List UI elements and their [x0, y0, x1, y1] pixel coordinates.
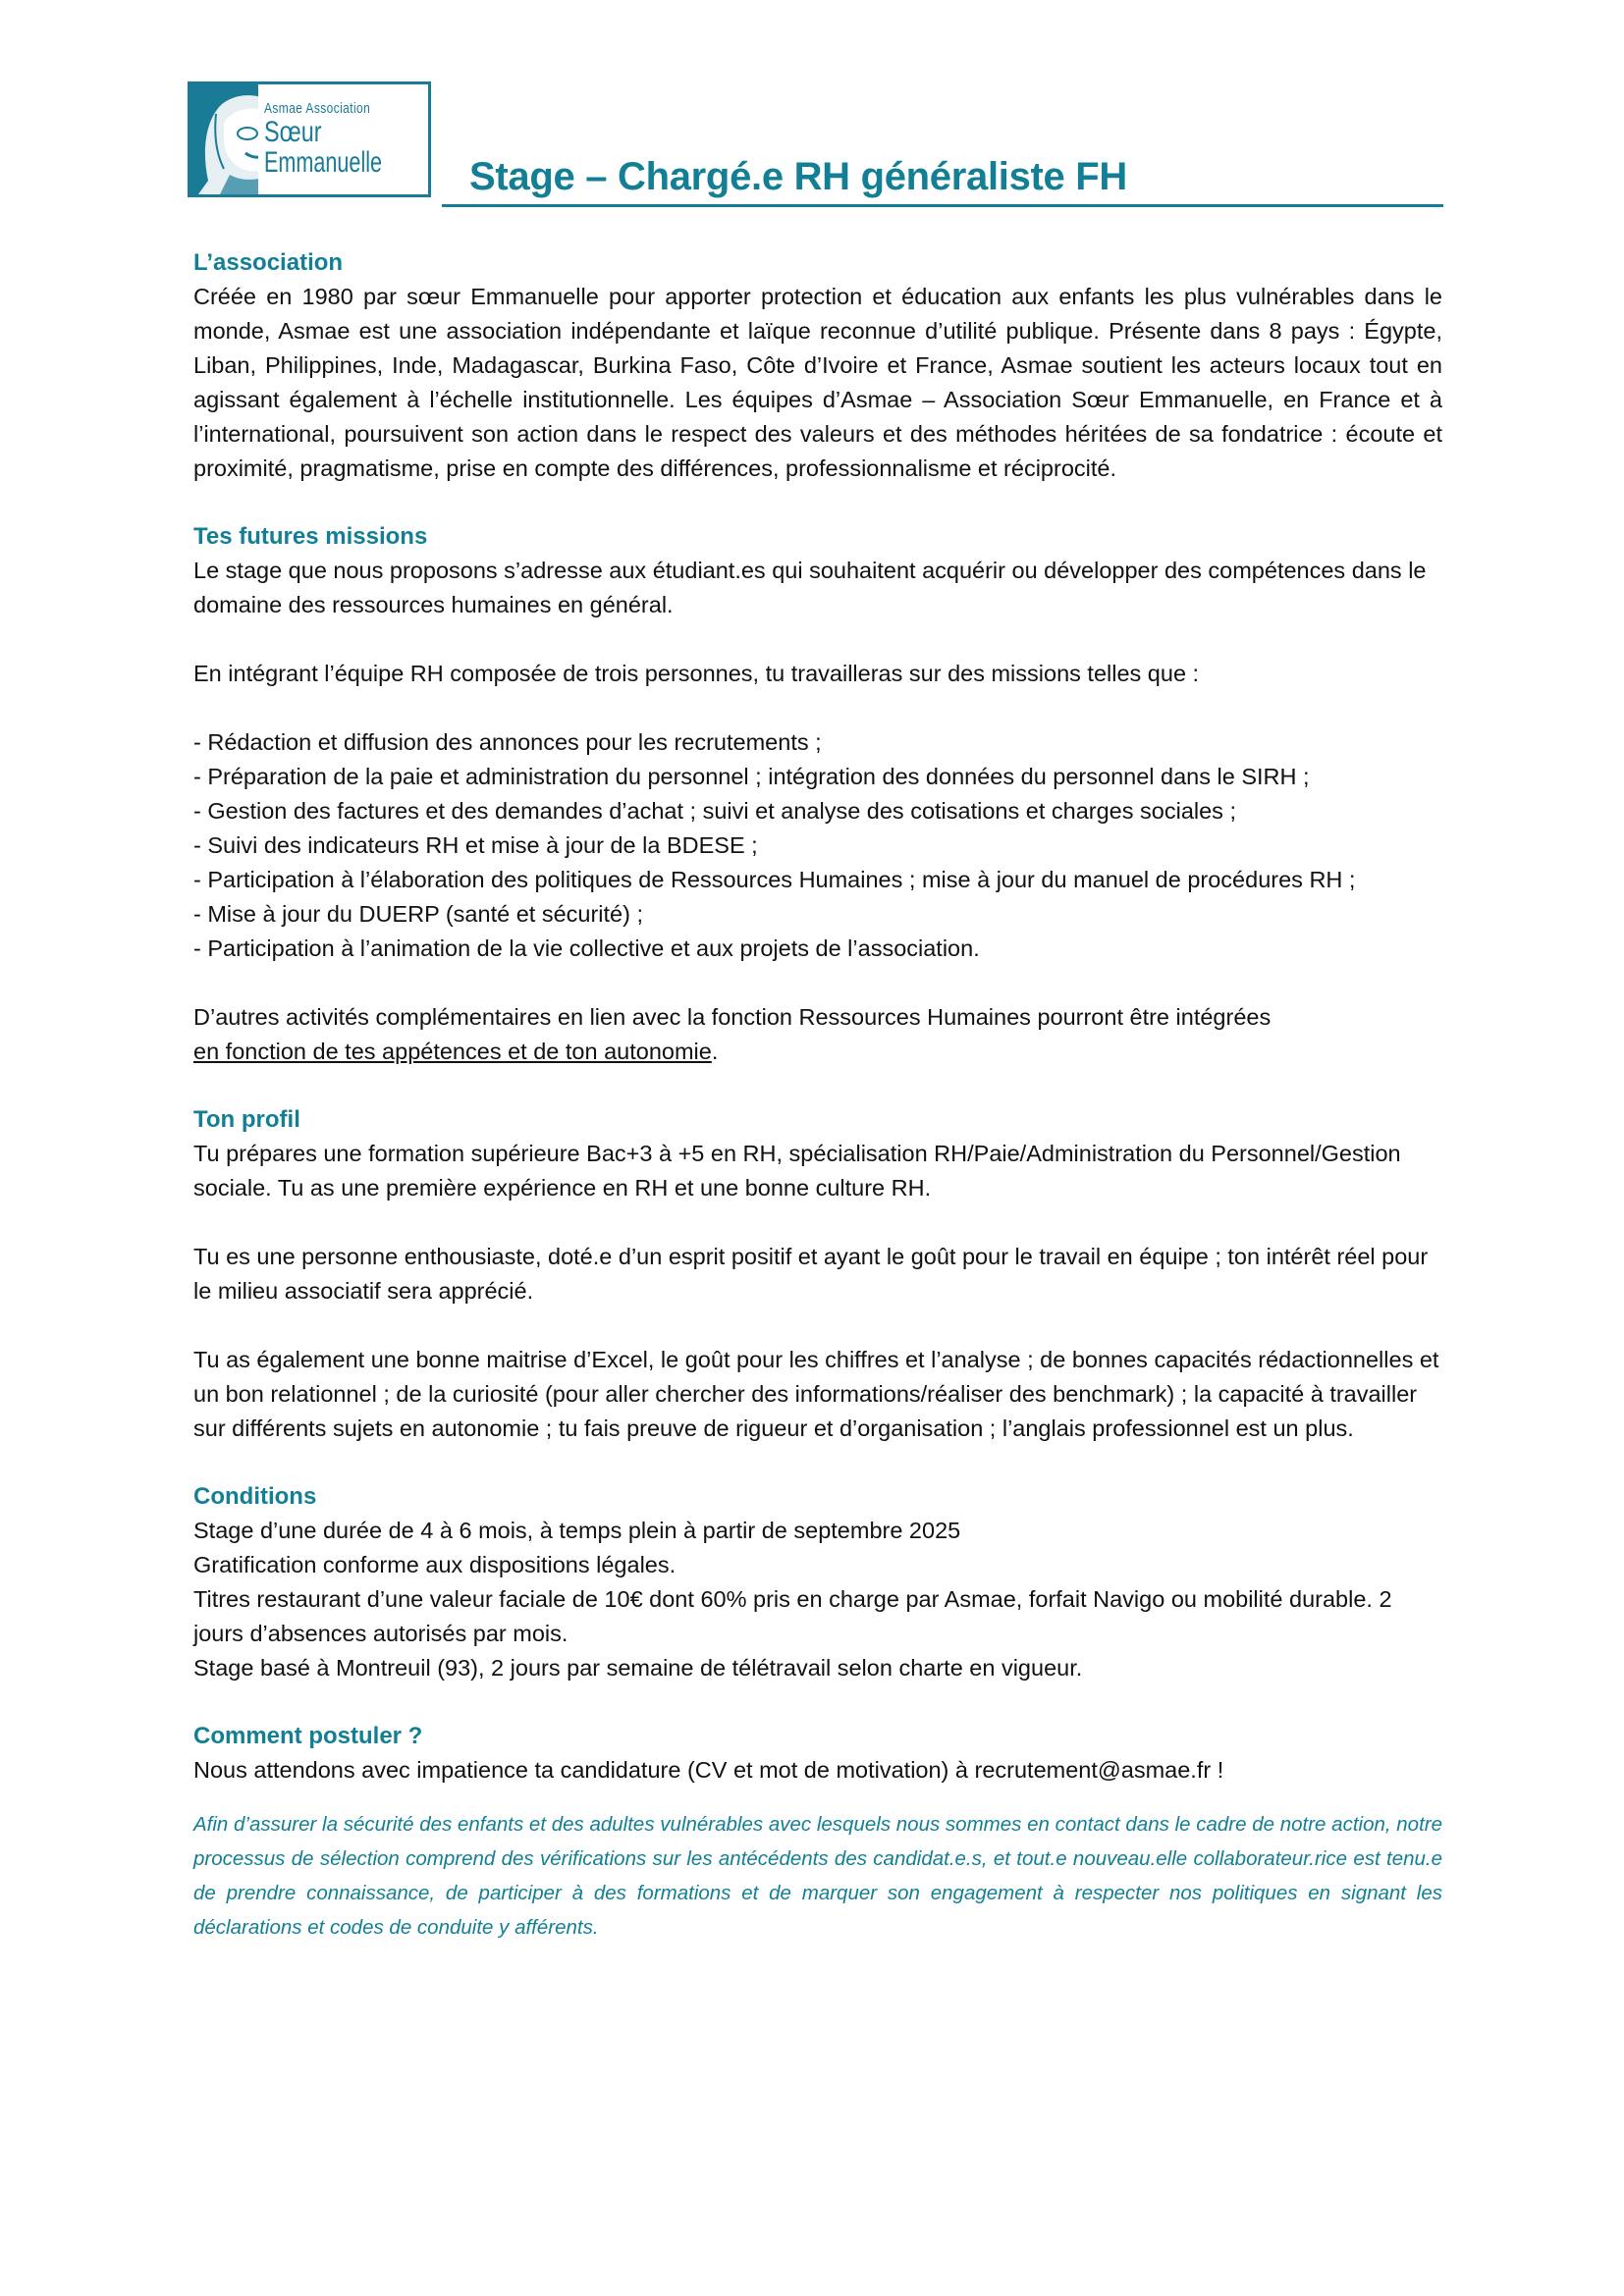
condition-line: Stage d’une durée de 4 à 6 mois, à temps plein à partir de septembre 2025	[193, 1518, 961, 1543]
section-conditions	[193, 1480, 1442, 1685]
mission-item: - Préparation de la paie et administration du personnel ; intégration des données du personnel dans le SIRH ;	[193, 764, 1310, 789]
heading-missions: Tes futures missions	[193, 523, 428, 550]
asmae-logo	[188, 81, 431, 197]
heading-association: L’association	[193, 249, 344, 276]
apply-text: Nous attendons avec impatience ta candidature (CV et mot de motivation) à	[193, 1757, 975, 1783]
section-profile	[193, 1103, 1442, 1446]
apply-paragraph	[193, 1753, 1442, 1788]
condition-line: Gratification conforme aux dispositions légales.	[193, 1552, 677, 1577]
missions-outro-text: D’autres activités complémentaires en lien avec la fonction Ressources Humaines pourront être intégrées	[193, 1004, 1272, 1030]
missions-lead: En intégrant l’équipe RH composée de trois personnes, tu travailleras sur des missions telles que :	[193, 661, 1200, 686]
missions-outro-end: .	[711, 1039, 719, 1064]
heading-apply: Comment postuler ?	[193, 1723, 423, 1749]
missions-outro-underlined: en fonction de tes appétences et de ton autonomie	[193, 1039, 712, 1064]
missions-outro	[193, 1000, 1442, 1069]
mission-item: - Rédaction et diffusion des annonces pour les recrutements ;	[193, 729, 822, 755]
section-apply	[193, 1720, 1442, 1788]
portrait-icon	[190, 84, 258, 194]
logo-line-3: Emmanuelle	[264, 146, 383, 179]
apply-text-end: !	[1211, 1757, 1224, 1783]
logo-line-2: Sœur	[264, 116, 322, 148]
logo-line-1: Asmae Association	[264, 100, 371, 117]
page-title: Stage – Chargé.e RH généraliste FH	[469, 155, 1128, 198]
section-association	[193, 246, 1442, 486]
mission-item: - Participation à l’élaboration des politiques de Ressources Humaines ; mise à jour du manuel de procédures RH ;	[193, 867, 1356, 892]
section-missions	[193, 520, 1442, 1069]
condition-line: Stage basé à Montreuil (93), 2 jours par semaine de télétravail selon charte en vigueur.	[193, 1655, 1083, 1681]
association-paragraph: Créée en 1980 par sœur Emmanuelle pour apporter protection et éducation aux enfants les plus vulnérables dans le monde, Asmae est une association indépendante et laïque reconnue d’utilité publique. Présente dans 8 pays : Égypte, Liban, Philippines, Inde, Madagascar, Burkina Faso, Côte d’Ivoire et France, Asmae soutient les acteurs locaux tout en agissant également à l’échelle institutionnelle. Les équipes d’Asmae – Association Sœur Emmanuelle, en France et à l’international, poursuivent son action dans le respect des valeurs et des méthodes héritées de sa fondatrice : écoute et proximité, pragmatisme, prise en compte des différences, professionnalisme et réciprocité.	[193, 284, 1442, 481]
heading-conditions: Conditions	[193, 1483, 317, 1510]
mission-item: - Suivi des indicateurs RH et mise à jour de la BDESE ;	[193, 832, 758, 858]
profile-paragraph-2: Tu es une personne enthousiaste, doté.e d’un esprit positif et ayant le goût pour le travail en équipe ; ton intérêt réel pour le milieu associatif sera apprécié.	[193, 1244, 1429, 1304]
profile-paragraph-1: Tu prépares une formation supérieure Bac+3 à +5 en RH, spécialisation RH/Paie/Administration du Personnel/Gestion sociale. Tu as une première expérience en RH et une bonne culture RH.	[193, 1141, 1401, 1201]
document-body	[193, 246, 1442, 1945]
missions-list	[193, 725, 1442, 966]
mission-item: - Gestion des factures et des demandes d’achat ; suivi et analyse des cotisations et charges sociales ;	[193, 798, 1236, 824]
title-divider	[442, 204, 1443, 207]
safeguarding-note: Afin d’assurer la sécurité des enfants et des adultes vulnérables avec lesquels nous sommes en contact dans le cadre de notre action, notre processus de sélection comprend des vérifications sur les antécédents des candidat.e.s, et tout.e nouveau.elle collaborateur.rice est tenu.e de prendre connaissance, de participer à des formations et de marquer son engagement à respecter nos politiques en signant les déclarations et codes de conduite y afférents.	[193, 1813, 1442, 1939]
email-link[interactable]: recrutement@asmae.fr	[974, 1757, 1212, 1783]
missions-intro: Le stage que nous proposons s’adresse aux étudiant.es qui souhaitent acquérir ou développer des compétences dans le domaine des ressources humaines en général.	[193, 558, 1427, 617]
condition-line: Titres restaurant d’une valeur faciale de 10€ dont 60% pris en charge par Asmae, forfait Navigo ou mobilité durable. 2 jours d’absences autorisés par mois.	[193, 1586, 1392, 1646]
heading-profile: Ton profil	[193, 1106, 300, 1133]
mission-item: - Participation à l’animation de la vie collective et aux projets de l’association.	[193, 935, 980, 961]
mission-item: - Mise à jour du DUERP (santé et sécurité) ;	[193, 901, 643, 927]
profile-paragraph-3: Tu as également une bonne maitrise d’Excel, le goût pour les chiffres et l’analyse ; de bonnes capacités rédactionnelles et un bon relationnel ; de la curiosité (pour aller chercher des informations/réaliser des benchmark) ; la capacité à travailler sur différents sujets en autonomie ; tu fais preuve de rigueur et d’organisation ; l’anglais professionnel est un plus.	[193, 1347, 1439, 1441]
logo-wordmark	[258, 84, 428, 194]
